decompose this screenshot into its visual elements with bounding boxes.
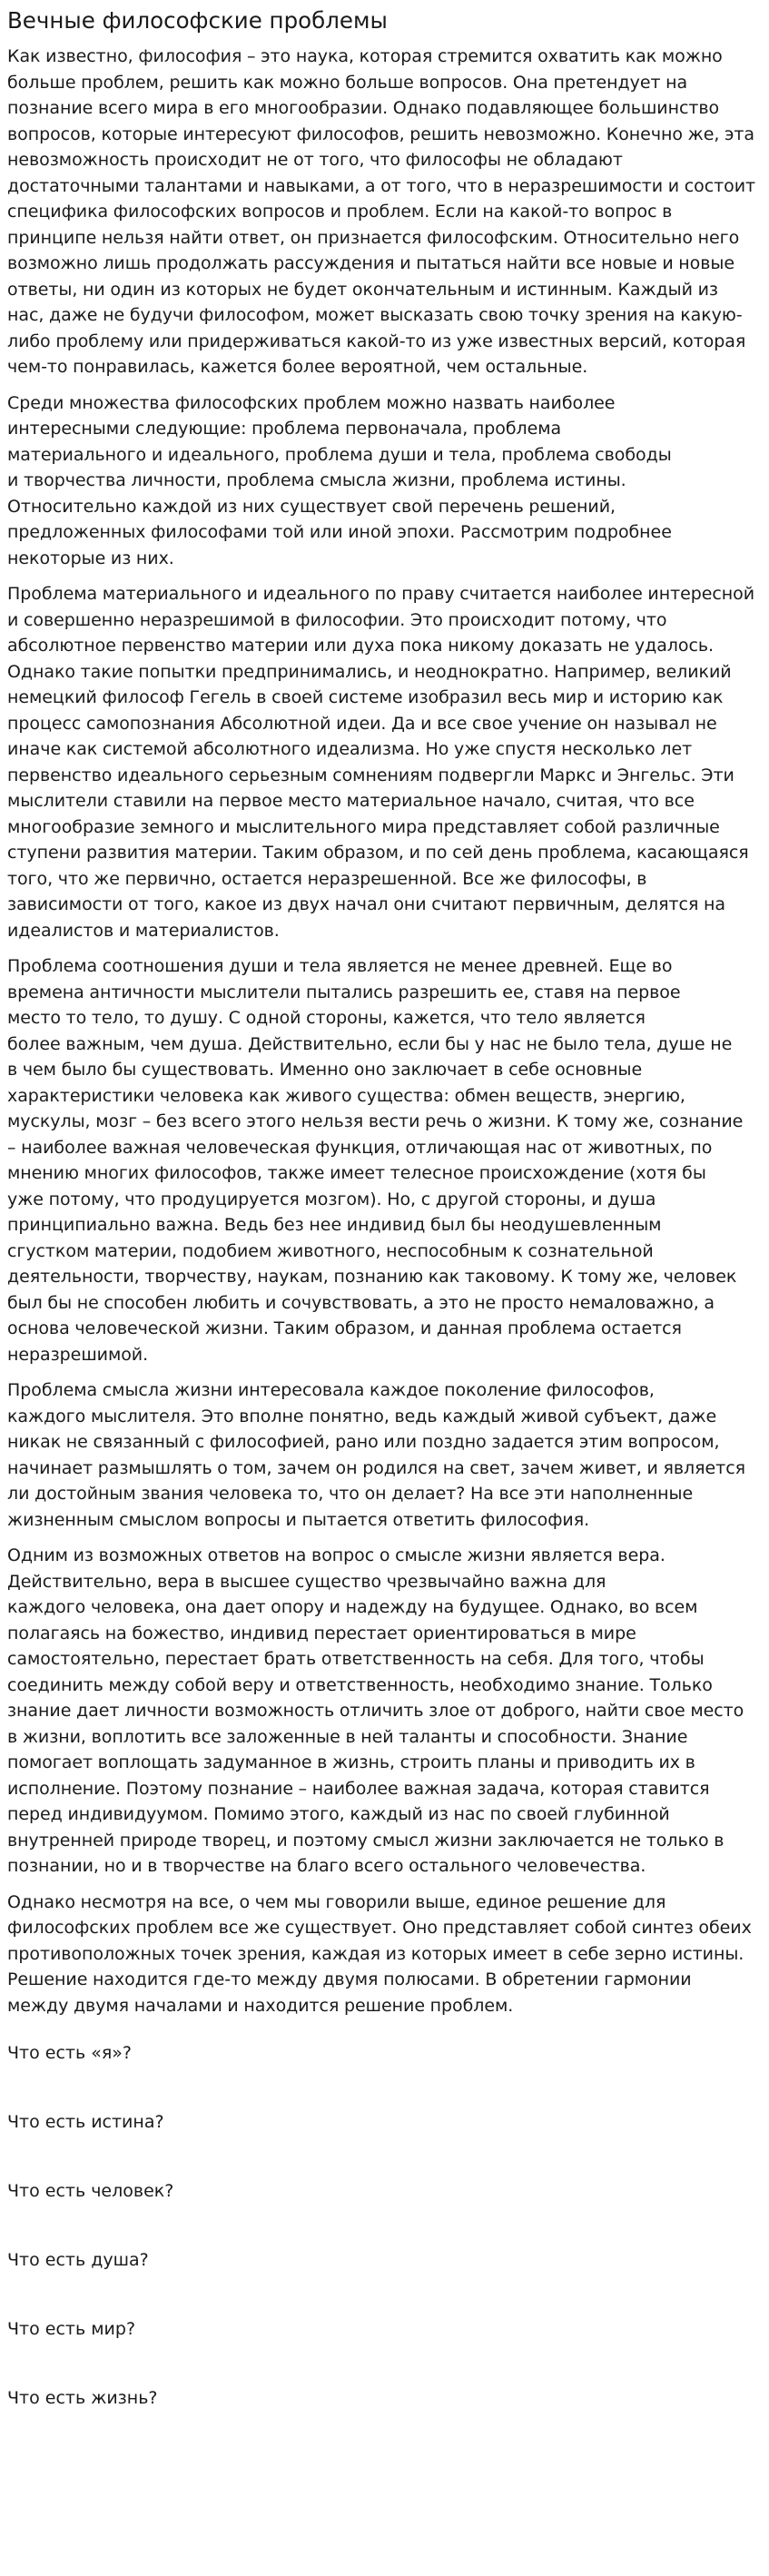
document-title: Вечные философские проблемы	[7, 7, 388, 34]
question-item: Что есть мир?	[7, 2319, 136, 2339]
paragraph-meaning-of-life: Проблема смысла жизни интересовала каждое поколение философов, каждого мыслителя. Это вполне понятно, ведь каждый живой субъект, даже никак не связанный с философией, рано или поздно задается этим вопросом, начинает размышлять о том, зачем он родился на свет, зачем живет, и является ли достойным звания человека то, что он делает? На все эти наполненные жизненным смыслом вопросы и пытается ответить философия.	[7, 1380, 745, 1530]
paragraph-problems-list: Среди множества философских проблем можно назвать наиболее интересными следующие: проблема первоначала, проблема материального и идеального, проблема души и тела, проблема свободы и творчества личности, проблема смысла жизни, проблема истины. Относительно каждой из них существует свой перечень решений, предложенных философами той или иной эпохи. Рассмотрим подробнее некоторые из них.	[7, 392, 672, 568]
paragraph-soul-body: Проблема соотношения души и тела является не менее древней. Еще во времена античности мыслители пытались разрешить ее, ставя на первое место то тело, то душу. С одной стороны, кажется, что тело является более важным, чем душа. Действительно, если бы у нас не было тела, душе не в чем было бы существовать. Именно оно заключает в себе основные характеристики человека как живого существа: обмен веществ, энергию, мускулы, мозг – без всего этого нельзя вести речь о жизни. К тому же, сознание – наиболее важная человеческая функция, отличающая нас от животных, по мнению многих философов, также имеет телесное происхождение (хотя бы уже потому, что продуцируется мозгом). Но, с другой стороны, и душа принципиально важна. Ведь без нее индивид был бы неодушевленным сгустком материи, подобием животного, неспособным к сознательной деятельности, творчеству, наукам, познанию как таковому. К тому же, человек был бы не способен любить и сочувствовать, а это не просто немаловажно, а основа человеческой жизни. Таким образом, и данная проблема остается неразрешимой.	[7, 956, 744, 1365]
question-item: Что есть «я»?	[7, 2043, 132, 2063]
question-item: Что есть душа?	[7, 2250, 149, 2270]
questions-list	[7, 2040, 764, 2411]
paragraph-material-ideal: Проблема материального и идеального по праву считается наиболее интересной и совершенно неразрешимой в философии. Это происходит потому, что абсолютное первенство материи или духа пока никому доказать не удалось. Однако такие попытки предпринимались, и неоднократно. Например, великий немецкий философ Гегель в своей системе изобразил весь мир и историю как процесс самопознания Абсолютной идеи. Да и все свое учение он называл не иначе как системой абсолютного идеализма. Но уже спустя несколько лет первенство идеального серьезным сомнениям подвергли Маркс и Энгельс. Эти мыслители ставили на первое место материальное начало, считая, что все многообразие земного и мыслительного мира представляет собой различные ступени развития материи. Таким образом, и по сей день проблема, касающаяся того, что же первично, остается неразрешенной. Все же философы, в зависимости от того, какое из двух начал они считают первичным, делятся на идеалистов и материалистов.	[7, 584, 755, 941]
question-item: Что есть человек?	[7, 2181, 174, 2201]
paragraph-conclusion: Однако несмотря на все, о чем мы говорили выше, единое решение для философских проблем все же существует. Оно представляет собой синтез обеих противоположных точек зрения, каждая из которых имеет в себе зерно истины. Решение находится где-то между двумя полюсами. В обретении гармонии между двумя началами и находится решение проблем.	[7, 1891, 752, 2016]
question-item: Что есть истина?	[7, 2112, 164, 2132]
paragraph-faith-knowledge: Одним из возможных ответов на вопрос о смысле жизни является вера. Действительно, вера в высшее существо чрезвычайно важна для каждого человека, она дает опору и надежду на будущее. Однако, во всем полагаясь на божество, индивид перестает ориентироваться в мире самостоятельно, перестает брать ответственность на себя. Для того, чтобы соединить между собой веру и ответственность, необходимо знание. Только знание дает личности возможность отличить злое от доброго, найти свое место в жизни, воплотить все заложенные в ней таланты и способности. Знание помогает воплощать задуманное в жизнь, строить планы и приводить их в исполнение. Поэтому познание – наиболее важная задача, которая ставится перед индивидуумом. Помимо этого, каждый из нас по своей глубинной внутренней природе творец, и поэтому смысл жизни заключается не только в познании, но и в творчестве на благо всего остального человечества.	[7, 1545, 744, 1876]
question-item: Что есть жизнь?	[7, 2388, 158, 2408]
paragraph-intro: Как известно, философия – это наука, которая стремится охватить как можно больше проблем, решить как можно больше вопросов. Она претендует на познание всего мира в его многообразии. Однако подавляющее большинство вопросов, которые интересуют философов, решить невозможно. Конечно же, эта невозможность происходит не от того, что философы не обладают достаточными талантами и навыками, а от того, что в неразрешимости и состоит специфика философских вопросов и проблем. Если на какой-то вопрос в принципе нельзя найти ответ, он признается философским. Относительно него возможно лишь продолжать рассуждения и пытаться найти все новые и новые ответы, ни один из которых не будет окончательным и истинным. Каждый из нас, даже не будучи философом, может высказать свою точку зрения на какую- либо проблему или придерживаться какой-то из уже известных версий, которая чем-то понравилась, кажется более вероятной, чем остальные.	[7, 46, 756, 377]
